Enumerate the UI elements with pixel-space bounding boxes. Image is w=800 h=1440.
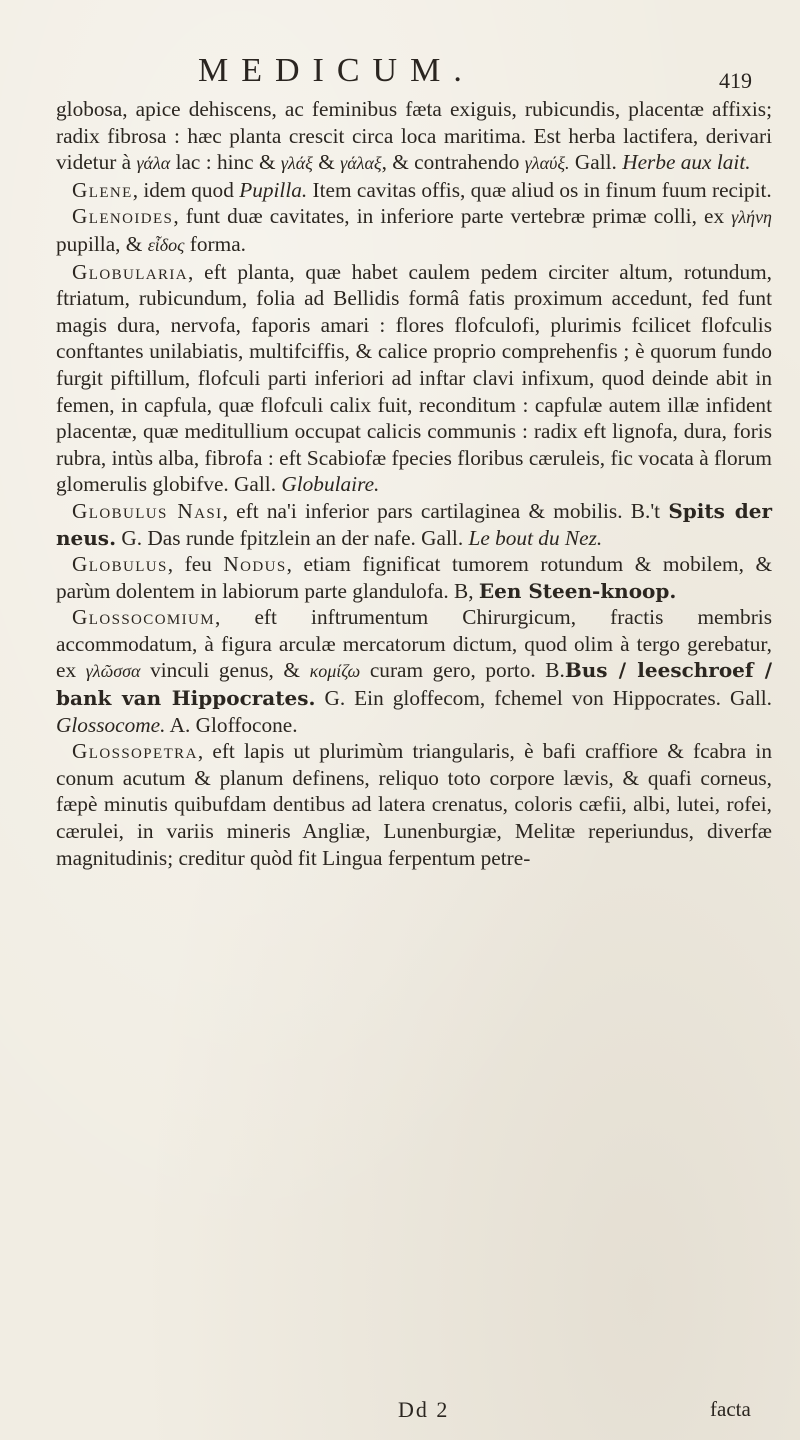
dictionary-text <box>56 96 772 871</box>
page-footer <box>0 1397 800 1427</box>
entry-text: , eft planta, quæ habet caulem pedem circiter altum, rotundum, ftriatum, rubicundum, folia ad Bellidis formâ fatis proximum accedunt, fed funt magis dura, nervofa, faporis amari : flores flofculofi, plurimis fcilicet flofculis conftantes unilabiatis, multifciffis, & calice proprio comprehenfis ; è quorum fundo furgit piftillum, flofculi parti inferiori ad inftar clavi infixum, quod deinde abit in femen, in capfula, quæ flofculi calix fuit, reconditum : capfulæ autem illæ infident placentæ, quæ meditullium occupat calicis communis : radix eft lignofa, dura, foris rubra, intùs alba, fibrofa : eft Scabiofæ fpecies floribus cæruleis, fic vocata à florum glomerulis globifve. Gall. <box>56 259 772 497</box>
page-number: 419 <box>719 68 752 93</box>
entry-globularia <box>56 259 772 498</box>
entry-text: , idem quod <box>132 177 234 202</box>
dutch-term: Een Steen-knoop. <box>478 578 677 603</box>
entry-text: vinculi genus, & <box>150 658 301 683</box>
catchword: facta <box>710 1397 751 1421</box>
entry-headword: Glossopetra <box>72 739 198 764</box>
greek-word: γάλαξ <box>340 153 382 174</box>
entry-headword: Glenoides <box>72 204 174 229</box>
entry-glossocomium <box>56 604 772 738</box>
entry-text: , eft lapis ut plurimùm triangularis, è bafi craffiore & fcabra in conum acutum & planum definens, reliquo toto corpore lævis, & quafi corneus, fæpè minutis quibufdam dentibus ad latera crenatus, coloris cæfii, albi, lutei, rofei, cærulei, in variis mineris Angliæ, Lunenburgiæ, Melitæ reperiundus, diverfæ magnitudinis; creditur quòd fit Lingua ferpentum petre- <box>56 739 772 870</box>
entry-text: , etiam fignificat tumorem rotundum & mobilem, & parùm dolentem in labiorum parte glandulofa. B, <box>56 552 773 603</box>
greek-word: γλῶσσα <box>85 661 141 682</box>
entry-globulus-nasi <box>56 498 772 551</box>
entry-globosa-continuation <box>56 96 772 177</box>
entry-text: , eft na'i inferior pars cartilaginea & mobilis. B.'t <box>222 498 661 523</box>
greek-word: γλαύξ. <box>524 153 570 174</box>
entry-text: , funt duæ cavitates, in inferiore parte vertebræ primæ colli, ex <box>173 204 725 229</box>
signature-mark: Dd 2 <box>398 1397 450 1422</box>
entry-headword: Glossocomium <box>72 605 216 630</box>
entry-text: , & contrahendo <box>381 150 520 175</box>
running-head: MEDICUM. <box>198 52 475 89</box>
greek-word: γάλα <box>136 153 171 174</box>
entry-subheadword: Nodus <box>223 552 287 577</box>
page-header <box>0 52 800 102</box>
dutch-term: Bus / leeschroef / bank van Hippocrates. <box>56 658 773 711</box>
greek-word: εἶδος <box>147 234 185 255</box>
entry-text: G. Ein gloffecom, fchemel von Hippocrates. Gall. <box>324 686 772 711</box>
entry-text: , feu <box>167 552 212 577</box>
entry-glenoides <box>56 203 772 258</box>
french-term: Le bout du Nez. <box>468 525 603 550</box>
entry-text: pupilla, & <box>56 231 143 256</box>
greek-word: γλάξ <box>280 153 313 174</box>
entry-headword: Globulus Nasi <box>72 498 223 523</box>
dutch-term: Spits der neus. <box>56 498 773 550</box>
greek-word: κομίζω <box>309 661 361 682</box>
french-term: Herbe aux lait. <box>622 150 751 175</box>
entry-glene <box>56 177 772 204</box>
entry-text: & <box>318 150 335 175</box>
entry-headword: Globularia <box>72 259 189 284</box>
french-term: Glossocome. <box>56 712 166 737</box>
entry-headword: Glene <box>72 177 133 202</box>
french-term: Globulaire. <box>281 472 380 497</box>
entry-text: globosa, apice dehiscens, ac feminibus fæta exiguis, rubicundis, placentæ affixis; radix fibrosa : hæc planta crescit circa loca maritima. Est herba lactifera, derivari videtur à <box>56 97 772 175</box>
entry-text: Gall. <box>574 150 617 175</box>
entry-text: A. Gloffocone. <box>169 712 298 737</box>
entry-glossopetra <box>56 738 772 871</box>
entry-text: curam gero, porto. B. <box>369 658 565 683</box>
entry-text: Item cavitas offis, quæ aliud os in finum fuum recipit. <box>312 177 772 202</box>
entry-text: forma. <box>189 231 246 256</box>
entry-headword: Globulus <box>72 552 168 577</box>
entry-globulus <box>56 551 772 604</box>
cross-reference: Pupilla. <box>239 177 308 202</box>
greek-word: γλήνη <box>731 207 772 228</box>
entry-text: lac : hinc & <box>175 150 276 175</box>
entry-text: , eft inftrumentum Chirurgicum, fractis membris accommodatum, à figura arculæ mercatorum dictum, quod olim à tergo gerebatur, ex <box>56 605 772 683</box>
entry-text: G. Das runde fpitzlein an der nafe. Gall. <box>121 525 464 550</box>
